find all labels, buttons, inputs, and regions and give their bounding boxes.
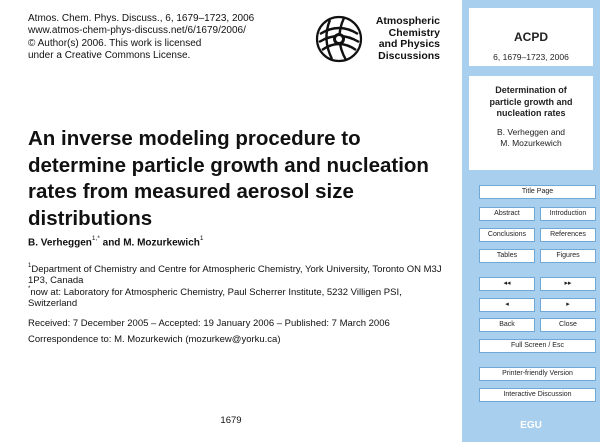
short-title-line-3: nucleation rates <box>496 108 566 118</box>
sidebar-authors <box>469 127 593 150</box>
affiliation-2-mark: * <box>28 286 31 292</box>
paper-title: An inverse modeling procedure to determine particle growth and nucleation rates from measured aerosol size distributions <box>28 127 429 230</box>
citation-journal-line: Atmos. Chem. Phys. Discuss., 6, 1679–1723, 2006 <box>28 13 255 24</box>
journal-info-box <box>469 8 593 66</box>
sidebar-short-title <box>469 85 593 120</box>
back-button[interactable]: Back <box>479 318 535 332</box>
introduction-button[interactable]: Introduction <box>540 207 596 221</box>
author-conjunction: and <box>99 237 124 249</box>
journal-reference: 6, 1679–1723, 2006 <box>493 52 569 62</box>
affiliation-2-text: now at: Laboratory for Atmospheric Chemistry, Paul Scherrer Institute, 5232 Villigen PSI, Switzerland <box>28 287 402 310</box>
next-page-button[interactable]: ▸ <box>540 298 596 312</box>
printer-friendly-button[interactable]: Printer-friendly Version <box>479 367 596 381</box>
citation-license-line[interactable]: under a Creative Commons License. <box>28 50 191 62</box>
interactive-discussion-button[interactable]: Interactive Discussion <box>479 388 596 402</box>
full-screen-button[interactable]: Full Screen / Esc <box>479 339 596 353</box>
abstract-button[interactable]: Abstract <box>479 207 535 221</box>
title-page-button[interactable]: Title Page <box>479 185 596 199</box>
page-number: 1679 <box>220 415 242 426</box>
publisher-label: EGU <box>520 420 542 431</box>
logo-line-4: Discussions <box>378 49 440 62</box>
author-1-affiliation-mark: 1,* <box>91 235 100 242</box>
previous-page-button[interactable]: ◂ <box>479 298 535 312</box>
short-title-line-2: particle growth and <box>489 96 573 107</box>
tables-button[interactable]: Tables <box>479 249 535 263</box>
citation-block <box>28 13 254 63</box>
first-page-button[interactable]: ◂◂ <box>479 277 535 291</box>
references-button[interactable]: References <box>540 228 596 242</box>
author-2: M. Mozurkewich <box>123 237 200 249</box>
logo-line-1: Atmospheric <box>375 15 440 27</box>
close-button[interactable]: Close <box>540 318 596 332</box>
journal-logo <box>312 12 438 72</box>
author-2-affiliation-mark: 1 <box>199 235 204 242</box>
citation-copyright-line: © Author(s) 2006. This work is licensed <box>28 37 202 49</box>
correspondence: Correspondence to: M. Mozurkewich (mozurkew@yorku.ca) <box>28 334 281 345</box>
affiliation-1 <box>28 262 448 286</box>
navigation-sidebar <box>462 0 600 442</box>
last-page-button[interactable]: ▸▸ <box>540 277 596 291</box>
paper-info-box <box>469 76 593 170</box>
journal-acronym: ACPD <box>513 30 548 44</box>
author-1: B. Verheggen <box>28 237 92 249</box>
sidebar-author-line-1: B. Verheggen and <box>496 126 566 137</box>
author-list <box>28 236 204 248</box>
publication-dates: Received: 7 December 2005 – Accepted: 19 January 2006 – Published: 7 March 2006 <box>28 318 390 329</box>
affiliation-1-text: Department of Chemistry and Centre for Atmospheric Chemistry, York University, Toronto ON M3J 1P3, Canada <box>28 264 442 287</box>
citation-url-line[interactable]: www.atmos-chem-phys-discuss.net/6/1679/2006/ <box>28 25 246 37</box>
figures-button[interactable]: Figures <box>540 249 596 263</box>
logo-line-3: and Physics <box>378 38 440 51</box>
affiliation-2 <box>28 285 448 309</box>
journal-logo-text <box>360 16 440 62</box>
sidebar-author-line-2: M. Mozurkewich <box>500 138 562 148</box>
globe-logo-icon <box>314 14 364 64</box>
conclusions-button[interactable]: Conclusions <box>479 228 535 242</box>
logo-line-2: Chemistry <box>388 26 440 39</box>
affiliation-1-mark: 1 <box>28 263 32 269</box>
short-title-line-1: Determination of <box>495 85 567 95</box>
